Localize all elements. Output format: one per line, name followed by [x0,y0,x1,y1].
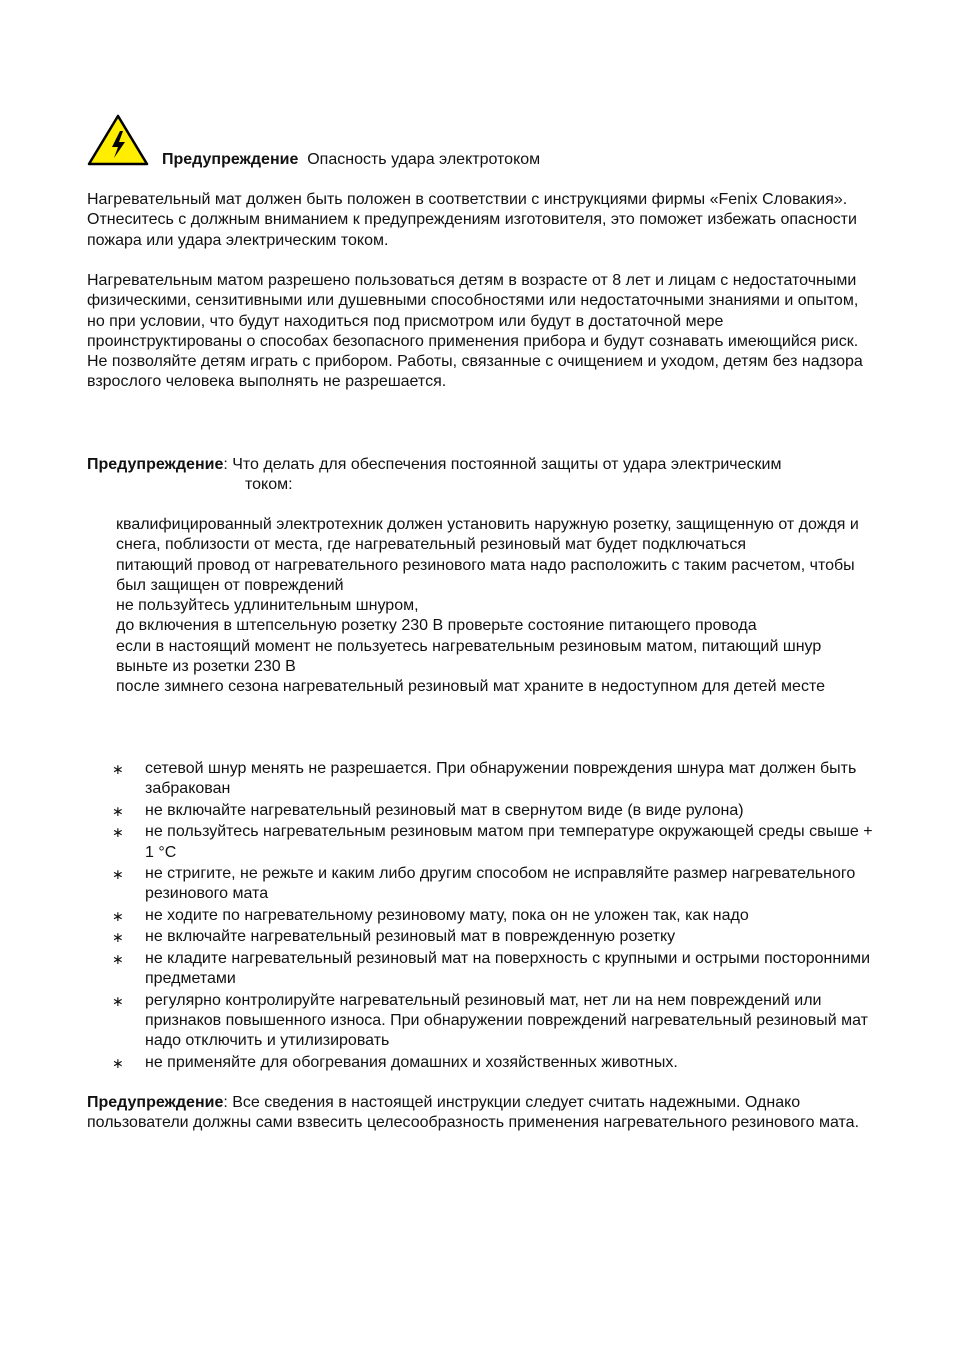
bullet-text: регулярно контролируйте нагревательный резиновый мат, нет ли на нем повреждений или признаков повышенного износа. При обнаружении повреждений нагревательный резиновый мат надо отключить и утилизировать [145,991,868,1050]
paragraph-installation: Нагревательный мат должен быть положен в соответствии с инструкциями фирмы «Fenix Словакия». Отнеситесь с должным вниманием к предупреждениям изготовителя, это поможет избежать опасности пожара или удара электрическим током. [87,191,857,249]
rules-bullet-list [112,759,876,1074]
list-item: до включения в штепсельную розетку 230 В проверьте состояние питающего провода [116,617,757,635]
asterisk-bullet-icon: ∗ [112,824,124,841]
warning-title-text: Опасность удара электротоком [307,151,541,168]
asterisk-bullet-icon: ∗ [112,802,124,819]
bullet-text: не включайте нагревательный резиновый мат в поврежденную розетку [145,928,676,946]
protection-list [116,515,876,698]
bullet-item [112,949,876,990]
bullet-item [112,927,876,947]
asterisk-bullet-icon: ∗ [112,1054,124,1071]
asterisk-bullet-icon: ∗ [112,929,124,946]
bullet-item [112,991,876,1052]
asterisk-bullet-icon: ∗ [112,950,124,967]
warning-protection-line1: : Что делать для обеспечения постоянной защиты от удара электрическим [223,456,782,473]
paragraph-children: Нагревательным матом разрешено пользоваться детям в возрасте от 8 лет и лицам с недостаточными физическими, сензитивными или душевными способностями или недостаточными знаниями и опытом, но при условии, что будут находиться под присмотром или будут в достаточной мере проинструктированы о способах безопасного применения прибора и будут сознавать имеющийся риск. Не позволяйте детям играть с прибором. Работы, связанные с очищением и уходом, детям без надзора взрослого человека выполнять не разрешается. [87,272,863,391]
warning-header [87,114,877,170]
bullet-item [112,801,876,821]
bullet-text: не применяйте для обогревания домашних и хозяйственных животных. [145,1053,678,1071]
asterisk-bullet-icon: ∗ [112,761,124,777]
high-voltage-warning-icon [87,114,149,166]
bullet-item [112,864,876,905]
bullet-item [112,759,876,800]
bullet-text: не пользуйтесь нагревательным резиновым матом при температуре окружающей среды свыше + 1 °C [145,823,873,861]
warning-title [162,150,540,170]
bullet-text: не стригите, не режьте и каким либо другим способом не исправляйте размер нагревательного резинового мата [145,865,856,903]
warning-protection-line2: током: [245,476,293,494]
bullet-text: не ходите по нагревательному резиновому мату, пока он не уложен так, как надо [145,906,749,924]
warning-disclaimer [87,1093,877,1134]
list-item: после зимнего сезона нагревательный резиновый мат храните в недоступном для детей месте [116,678,825,696]
warning-protection [87,455,877,494]
list-item: квалифицированный электротехник должен установить наружную розетку, защищенную от дождя и снега, поблизости от места, где нагревательный резиновый мат будет подключаться [116,516,859,554]
list-item: если в настоящий момент не пользуетесь нагревательным резиновым матом, питающий шнур выньте из розетки 230 В [116,637,822,676]
asterisk-bullet-icon: ∗ [112,907,124,924]
bullet-text: не кладите нагревательный резиновый мат на поверхность с крупными и острыми посторонними предметами [145,949,871,988]
bullet-item [112,1053,876,1073]
list-item: питающий провод от нагревательного резинового мата надо расположить с таким расчетом, чтобы был защищен от повреждений [116,556,855,594]
bullet-text: не включайте нагревательный резиновый мат в свернутом виде (в виде рулона) [145,801,744,819]
warning-protection-label: Предупреждение [87,456,224,473]
warning-title-label: Предупреждение [162,151,299,168]
bullet-item [112,906,876,926]
warning-disclaimer-text: : Все сведения в настоящей инструкции следует считать надежными. Однако пользователи должны сами взвесить целесообразность применения нагревательного резинового мата. [87,1094,860,1132]
bullet-text: сетевой шнур менять не разрешается. При обнаружении повреждения шнура мат должен быть забракован [145,760,857,798]
list-item: не пользуйтесь удлинительным шнуром, [116,597,419,615]
asterisk-bullet-icon: ∗ [112,866,124,883]
bullet-item [112,822,876,863]
warning-disclaimer-label: Предупреждение [87,1094,224,1111]
asterisk-bullet-icon: ∗ [112,992,124,1009]
